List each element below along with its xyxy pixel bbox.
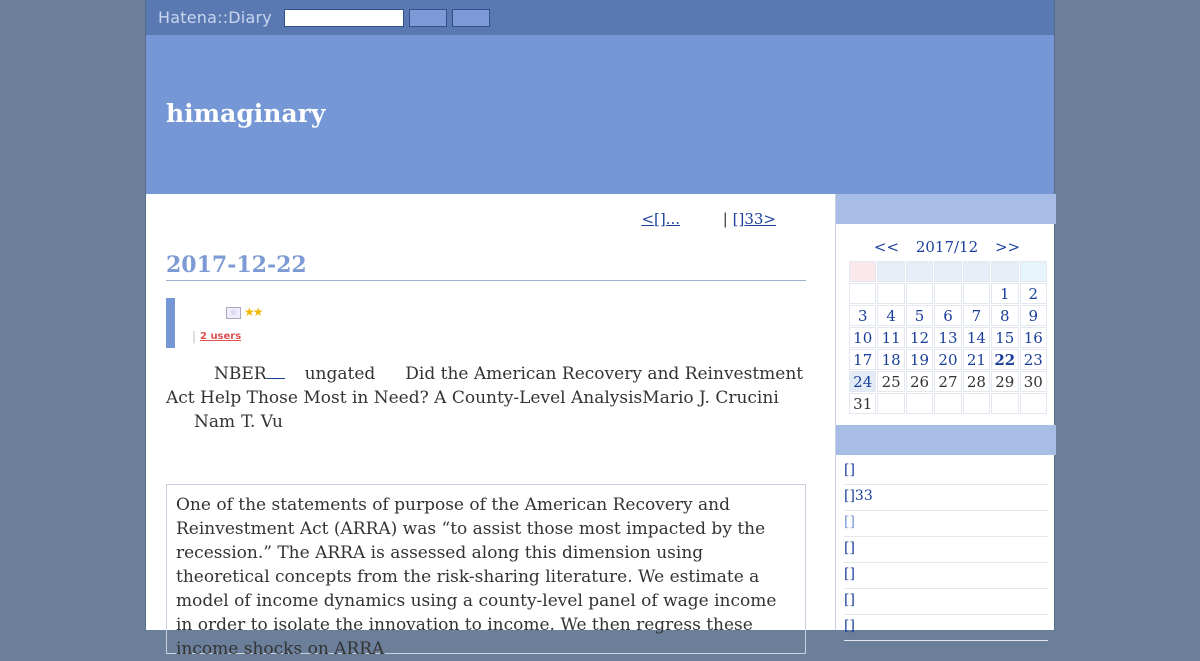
recent-entry-link[interactable]: [] [844, 615, 1048, 641]
next-entry-link[interactable]: []33> [732, 210, 776, 228]
calendar-day[interactable]: 16 [1020, 327, 1047, 348]
sidebar-header-recent [836, 425, 1056, 455]
entry-meta [166, 298, 286, 348]
calendar-day[interactable]: 14 [963, 327, 990, 348]
link-underline[interactable] [267, 378, 285, 379]
calendar-day: 27 [934, 371, 961, 392]
calendar-day [991, 393, 1018, 414]
calendar-day[interactable]: 5 [906, 305, 933, 326]
search-button[interactable] [409, 9, 447, 27]
entry-intro [166, 362, 806, 434]
calendar-day[interactable]: 12 [906, 327, 933, 348]
calendar-day[interactable]: 20 [934, 349, 961, 370]
calendar-day [963, 393, 990, 414]
calendar-day [934, 283, 961, 304]
weekday-cell [963, 261, 990, 282]
calendar-week [849, 371, 1047, 392]
calendar-day[interactable]: 10 [849, 327, 876, 348]
calendar-day [877, 393, 904, 414]
weekday-cell [877, 261, 904, 282]
calendar-day [906, 283, 933, 304]
weekday-cell [934, 261, 961, 282]
intro-ungated: ungated [304, 364, 376, 384]
calendar-day[interactable]: 23 [1020, 349, 1047, 370]
calendar-day[interactable]: 8 [991, 305, 1018, 326]
calendar-week [849, 283, 1047, 304]
calendar-day[interactable]: 7 [963, 305, 990, 326]
recent-entry-link[interactable]: [] [844, 589, 1048, 615]
weekday-cell [1020, 261, 1047, 282]
meta-separator: | [192, 329, 197, 343]
sidebar-header [836, 194, 1056, 224]
calendar-nav [848, 238, 1046, 256]
calendar [836, 224, 1056, 415]
calendar-day[interactable]: 21 [963, 349, 990, 370]
calendar-day[interactable]: 15 [991, 327, 1018, 348]
calendar-day[interactable]: 11 [877, 327, 904, 348]
calendar-day [877, 283, 904, 304]
calendar-week [849, 393, 1047, 414]
calendar-day[interactable]: 4 [877, 305, 904, 326]
calendar-week [849, 327, 1047, 348]
calendar-week [849, 305, 1047, 326]
add-star-icon[interactable]: ☆ [226, 307, 241, 319]
calendar-day-current[interactable]: 22 [991, 349, 1018, 370]
calendar-day [906, 393, 933, 414]
calendar-weekday-row [849, 261, 1047, 282]
calendar-day-today[interactable]: 24 [849, 371, 876, 392]
calendar-day: 28 [963, 371, 990, 392]
calendar-next-link[interactable]: >> [994, 238, 1021, 256]
calendar-day[interactable]: 9 [1020, 305, 1047, 326]
stars[interactable]: ★★ [244, 305, 262, 319]
blog-title[interactable]: himaginary [166, 99, 326, 128]
calendar-day: 26 [906, 371, 933, 392]
weekday-cell [991, 261, 1018, 282]
calendar-day: 31 [849, 393, 876, 414]
calendar-day [934, 393, 961, 414]
calendar-day[interactable]: 13 [934, 327, 961, 348]
recent-entry-link[interactable]: [] [844, 537, 1048, 563]
nav-separator: | [722, 210, 728, 228]
weekday-cell [906, 261, 933, 282]
main-content [146, 194, 835, 659]
prev-entry-link[interactable]: <[]... [641, 210, 681, 228]
hatena-header [146, 0, 1054, 35]
calendar-day[interactable]: 6 [934, 305, 961, 326]
calendar-day[interactable]: 3 [849, 305, 876, 326]
calendar-day[interactable]: 1 [991, 283, 1018, 304]
entry-nav [641, 210, 800, 228]
calendar-week [849, 349, 1047, 370]
abstract-quote: One of the statements of purpose of the American Recovery and Reinvestment Act (ARRA) was “to assist those most impacted by the recession.” The ARRA is assessed along this dimension using theoretical concepts from the risk-sharing literature. We estimate a model of income dynamics using a county-level panel of wage income in order to isolate the innovation to income. We then regress these income shocks on ARRA [166, 484, 806, 654]
blog-banner [146, 35, 1054, 194]
intro-nber: NBER [214, 364, 267, 384]
calendar-month[interactable]: 2017/12 [915, 238, 979, 256]
recent-entry-link[interactable]: [] [844, 459, 1048, 485]
calendar-prev-link[interactable]: << [873, 238, 900, 256]
calendar-day: 25 [877, 371, 904, 392]
calendar-day[interactable]: 18 [877, 349, 904, 370]
hatena-logo[interactable]: Hatena::Diary [158, 8, 272, 27]
intro-title: Did the American Recovery and Reinvestment Act Help Those Most in Need? A County-Level AnalysisMario J. Crucini [166, 364, 804, 408]
recent-entry-link[interactable]: [] [844, 511, 1048, 537]
search-input[interactable] [284, 9, 404, 27]
calendar-day [849, 283, 876, 304]
calendar-day[interactable]: 17 [849, 349, 876, 370]
calendar-day [963, 283, 990, 304]
calendar-day[interactable]: 19 [906, 349, 933, 370]
intro-nam: Nam [194, 412, 236, 432]
bookmark-users-badge[interactable]: 2 users [200, 331, 242, 342]
sidebar [835, 194, 1056, 634]
login-button[interactable] [452, 9, 490, 27]
calendar-day [1020, 393, 1047, 414]
calendar-grid [848, 260, 1048, 415]
page [145, 0, 1055, 659]
calendar-day[interactable]: 2 [1020, 283, 1047, 304]
calendar-day: 29 [991, 371, 1018, 392]
recent-entries-list [836, 455, 1056, 641]
recent-entry-link[interactable]: []33 [844, 485, 1048, 511]
calendar-day: 30 [1020, 371, 1047, 392]
entry-date[interactable]: 2017-12-22 [166, 252, 806, 281]
weekday-cell [849, 261, 876, 282]
recent-entry-link[interactable]: [] [844, 563, 1048, 589]
intro-vu: T. Vu [241, 412, 283, 432]
section-marker [166, 298, 175, 348]
